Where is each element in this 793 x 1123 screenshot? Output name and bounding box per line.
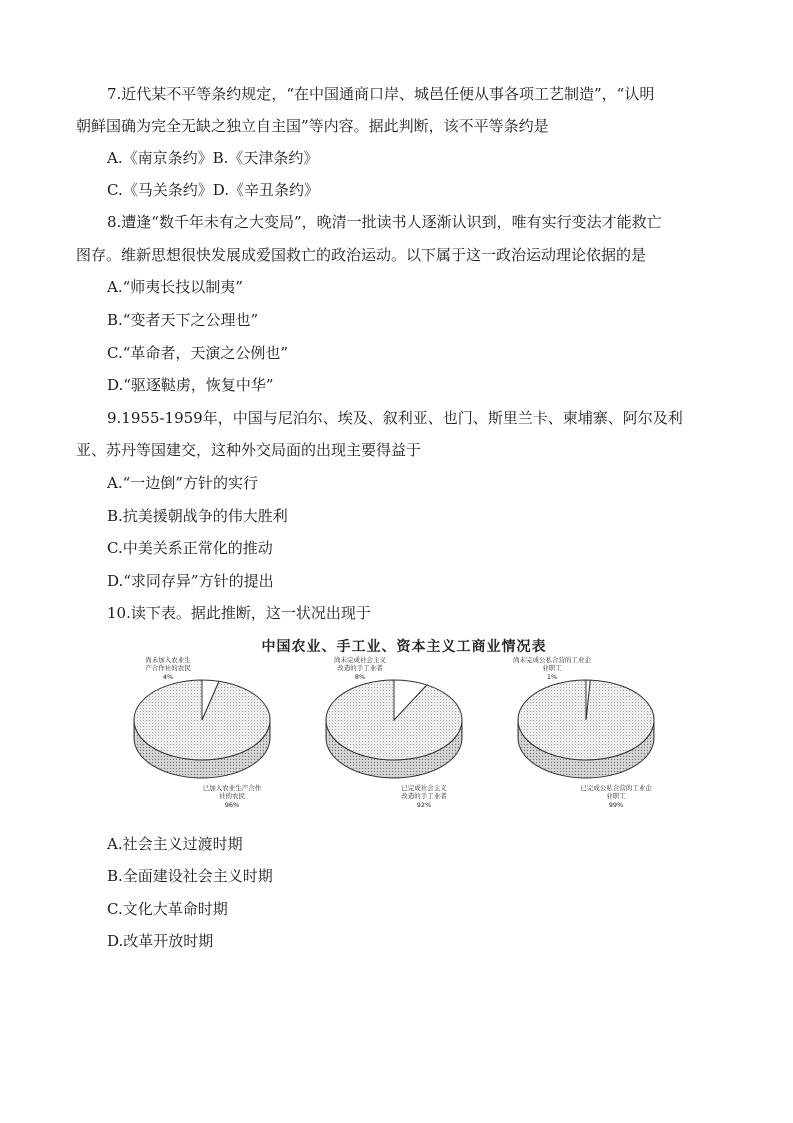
chart-title: 中国农业、手工业、资本主义工商业情况表 — [261, 639, 547, 655]
q7-options-line1: A.《南京条约》B.《天津条约》 — [107, 149, 319, 167]
q8-option-d: D.“驱逐鞑虏，恢复中华” — [107, 376, 274, 394]
pie-label-bottom-3-2: 业职工 — [606, 792, 626, 800]
pie-label-bottom-2-3: 92% — [416, 801, 432, 809]
pie-label-top-1-3: 4% — [162, 673, 174, 681]
q7-stem-line2: 朝鲜国确为完全无缺之独立自主国”等内容。据此判断，该不平等条约是 — [76, 117, 549, 135]
q7-stem-line1: 7.近代某不平等条约规定，“在中国通商口岸、城邑任便从事各项工艺制造”，“认明 — [107, 85, 655, 103]
pie-label-bottom-1-3: 96% — [224, 801, 240, 809]
pie-label-bottom-1-2: 社的农民 — [219, 792, 245, 800]
q9-option-c: C.中美关系正常化的推动 — [107, 539, 273, 557]
q9-stem-line2: 亚、苏丹等国建交，这种外交局面的出现主要得益于 — [76, 441, 422, 459]
q8-option-a: A.“师夷长技以制夷” — [107, 278, 243, 296]
q10-option-a: A.社会主义过渡时期 — [107, 835, 243, 853]
pie-label-top-1-1: 尚未加入农业生 — [145, 656, 191, 664]
pie-label-top-2-2: 改造的手工业者 — [337, 664, 383, 672]
q8-option-b: B.“变者天下之公理也” — [107, 311, 259, 329]
pie-label-bottom-3-3: 99% — [608, 801, 624, 809]
q9-option-b: B.抗美援朝战争的伟大胜利 — [107, 507, 288, 525]
pie-label-top-2-1: 尚未完成社会主义 — [334, 656, 386, 664]
pie-label-top-3-3: 1% — [546, 673, 558, 681]
pie-label-bottom-3-1: 已完成公私合营的工业企 — [580, 784, 652, 792]
pie-label-top-3-1: 尚未完成公私合营的工业企 — [513, 656, 591, 664]
q10-stem: 10.读下表。据此推断，这一状况出现于 — [107, 604, 371, 622]
q9-option-d: D.“求同存异”方针的提出 — [107, 572, 274, 590]
q10-option-b: B.全面建设社会主义时期 — [107, 867, 273, 885]
pie-label-top-3-2: 业职工 — [542, 664, 562, 672]
pie-label-bottom-2-1: 已完成社会主义 — [401, 784, 447, 792]
q8-option-c: C.“革命者，天演之公例也” — [107, 344, 289, 362]
q9-stem-line1: 9.1955-1959年，中国与尼泊尔、埃及、叙利亚、也门、斯里兰卡、柬埔寨、阿尔及利 — [107, 409, 683, 427]
pie-label-top-1-2: 产合作社的农民 — [145, 664, 191, 672]
q9-option-a: A.“一边倒”方针的实行 — [107, 474, 258, 492]
q10-option-d: D.改革开放时期 — [107, 932, 214, 950]
pie-chart-figure — [130, 632, 678, 817]
pie-label-top-2-3: 8% — [354, 673, 366, 681]
pie-charts-svg — [130, 632, 678, 817]
pie-label-bottom-1-1: 已加入农业生产合作 — [202, 784, 262, 792]
q8-stem-line2: 图存。维新思想很快发展成爱国救亡的政治运动。以下属于这一政治运动理论依据的是 — [76, 246, 647, 264]
q10-option-c: C.文化大革命时期 — [107, 900, 228, 918]
q7-options-line2: C.《马关条约》D.《辛丑条约》 — [107, 181, 319, 199]
pie-label-bottom-2-2: 改造的手工业者 — [401, 792, 447, 800]
q8-stem-line1: 8.遭逢“数千年未有之大变局”，晚清一批读书人逐渐认识到，唯有实行变法才能救亡 — [107, 213, 662, 231]
